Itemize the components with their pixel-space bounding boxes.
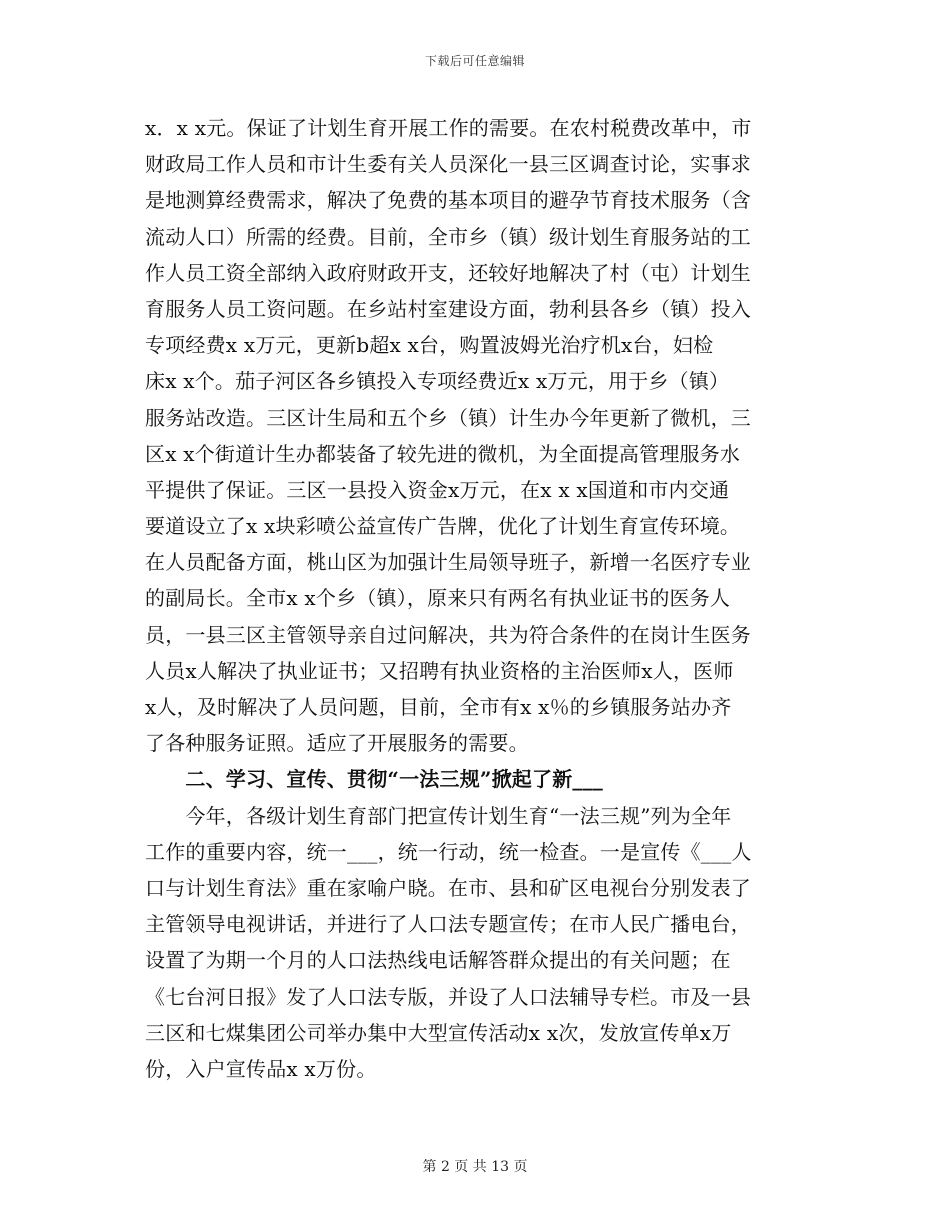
body-line: 三区和七煤集团公司举办集中大型宣传活动x x次，发放宣传单x万 — [145, 1020, 732, 1045]
section-heading: 二、学习、宣传、贯彻“一法三规”掀起了新___ — [145, 767, 604, 792]
body-line: 今年，各级计划生育部门把宣传计划生育“一法三规”列为全年 — [145, 803, 732, 828]
page-footer: 第 2 页 共 13 页 — [422, 1159, 528, 1175]
body-line: 区x x个街道计生办都装备了较先进的微机，为全面提高管理服务水 — [145, 441, 741, 466]
body-line: 工作的重要内容，统一___，统一行动，统一检查。一是宣传《___人 — [145, 839, 752, 864]
body-line: 平提供了保证。三区一县投入资金x万元，在x x x国道和市内交通 — [145, 477, 730, 502]
body-line: 设置了为期一个月的人口法热线电话解答群众提出的有关问题；在 — [145, 948, 731, 973]
body-line: 口与计划生育法》重在家喻户晓。在市、县和矿区电视台分别发表了 — [145, 875, 751, 900]
body-line: 育服务人员工资问题。在乡站村室建设方面，勃利县各乡（镇）投入 — [145, 296, 751, 321]
body-line: 份，入户宣传品x x万份。 — [145, 1056, 377, 1081]
body-line: 专项经费x x万元，更新b超x x台，购置波姆光治疗机x台，妇检 — [145, 333, 714, 358]
body-line: 财政局工作人员和市计生委有关人员深化一县三区调查讨论，实事求 — [145, 152, 751, 177]
body-line: 员，一县三区主管领导亲自过问解决，共为符合条件的在岗计生医务 — [145, 622, 751, 647]
body-line: 要道设立了x x块彩喷公益宣传广告牌，优化了计划生育宣传环境。 — [145, 514, 741, 539]
body-line: 了各种服务证照。适应了开展服务的需要。 — [145, 731, 529, 756]
document-body — [145, 110, 810, 1087]
body-line: x人，及时解决了人员问题，目前，全市有x x％的乡镇服务站办齐 — [145, 695, 732, 719]
body-line: 流动人口）所需的经费。目前，全市乡（镇）级计划生育服务站的工 — [145, 224, 751, 249]
body-line: 人员x人解决了执业证书；又招聘有执业资格的主治医师x人，医师 — [145, 658, 734, 683]
body-line: 作人员工资全部纳入政府财政开支，还较好地解决了村（屯）计划生 — [145, 260, 751, 285]
body-line: x．x x元。保证了计划生育开展工作的需要。在农村税费改革中，市 — [145, 116, 752, 140]
body-line: 服务站改造。三区计生局和五个乡（镇）计生办今年更新了微机，三 — [145, 405, 751, 430]
body-line: 是地测算经费需求，解决了免费的基本项目的避孕节育技术服务（含 — [145, 188, 751, 213]
page-header: 下载后可任意编辑 — [424, 54, 525, 68]
body-line: 床x x个。茄子河区各乡镇投入专项经费近x x万元，用于乡（镇） — [145, 369, 730, 394]
body-line: 主管领导电视讲话，并进行了人口法专题宣传；在市人民广播电台， — [145, 912, 751, 937]
body-line: 的副局长。全市x x个乡（镇），原来只有两名有执业证书的医务人 — [145, 586, 731, 611]
body-line: 在人员配备方面，桃山区为加强计生局领导班子，新增一名医疗专业 — [145, 550, 751, 575]
body-line: 《七台河日报》发了人口法专版，并设了人口法辅导专栏。市及一县 — [145, 984, 751, 1009]
